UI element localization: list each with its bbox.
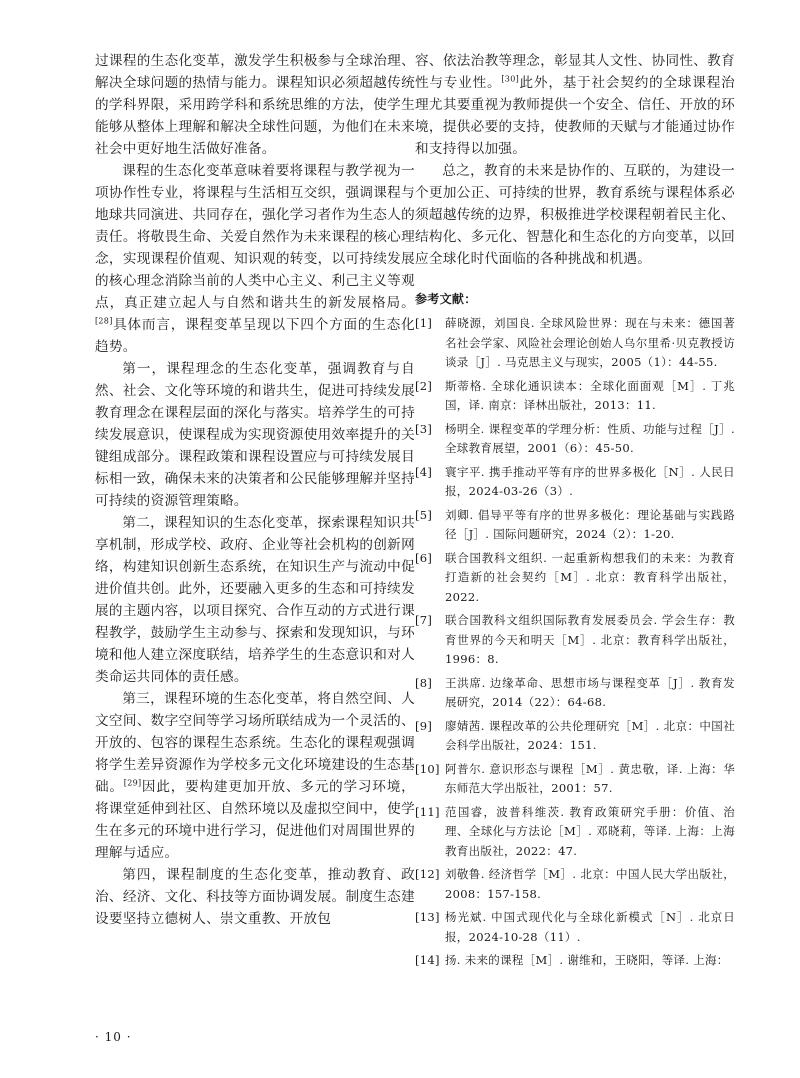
- left-column: [95, 50, 415, 930]
- references-title: 参考文献：: [415, 292, 477, 306]
- right-body: [415, 50, 735, 270]
- reference-text: 王洪席. 边缘革命、思想市场与课程变革［J］. 教育发展研究，2014（22）：64-68.: [445, 675, 735, 709]
- reference-number: [1]: [415, 316, 433, 330]
- reference-text: 阿普尔. 意识形态与课程［M］. 黄忠敬，译. 上海：华东师范大学出版社，2001：57.: [445, 761, 735, 795]
- reference-item: [415, 377, 735, 416]
- reference-item: [415, 760, 735, 799]
- page-number: · 10 ·: [95, 1030, 132, 1044]
- reference-number: [5]: [415, 507, 433, 522]
- reference-number: [11]: [415, 804, 440, 819]
- paragraph-text: 总之，教育的未来是协作的、互联的，为建设一个更加公正、可持续的世界，教育系统与课程体系必须超越传统的边界，积极推进学校课程朝着民主化、结构化、多元化、智慧化和生态化的方向变革，以回应全球化时代面临的各种挑战和机遇。: [415, 163, 735, 267]
- citation-marker: [28]: [95, 316, 113, 326]
- paragraph-text: 此外，基于社会契约的全球课程治理尤其要重视为教师提供一个安全、信任、开放的环境，提供必要的支持，使教师的天赋与才能通过协作和支持得以加强。: [415, 75, 735, 157]
- paragraph-text: 第三，课程环境的生态化变革，将自然空间、人文空间、数字空间等学习场所联结成为一个灵活的、开放的、包容的课程生态系统。生态化的课程观强调将学生差异资源作为学校多元文化环境建设的生态基础。: [95, 691, 415, 795]
- reference-text: 斯蒂格. 全球化通识读本：全球化面面观［M］. 丁兆国，译. 南京：译林出版社，2013：11.: [445, 378, 735, 412]
- body-paragraph: [95, 864, 415, 930]
- reference-item: [415, 506, 735, 545]
- paragraph-text: 因此，要构建更加开放、多元的学习环境，将课堂延伸到社区、自然环境以及虚拟空间中，使学生在多元的环境中进行学习，促进他们对周围世界的理解与适应。: [95, 779, 415, 861]
- paragraph-text: 第四，课程制度的生态化变革，推动教育、政治、经济、文化、科技等方面协调发展。制度生态建设要坚持立德树人、崇文重教、开放包: [95, 867, 415, 927]
- reference-text: 杨明全. 课程变革的学理分析：性质、功能与过程［J］. 全球教育展望，2001（6）：45-50.: [445, 421, 735, 455]
- reference-list: [415, 314, 735, 971]
- paragraph-text: 容、依法治教等理念，彰显其人文性、协同性、教育性与专业性。: [415, 53, 735, 91]
- body-paragraph: [95, 512, 415, 688]
- reference-item: [415, 463, 735, 502]
- reference-item: [415, 717, 735, 756]
- body-paragraph: [415, 160, 735, 270]
- body-paragraph: [95, 50, 415, 160]
- reference-number: [9]: [415, 718, 433, 733]
- paragraph-text: 过课程的生态化变革，激发学生积极参与全球治理、解决全球问题的热情与能力。课程知识必须超越传统的学科界限，采用跨学科和系统思维的方法，使学生能够从整体上理解和解决全球性问题，为他们在未来社会中更好地生活做好准备。: [95, 53, 415, 157]
- reference-number: [2]: [415, 378, 433, 393]
- body-paragraph: [95, 688, 415, 864]
- reference-text: 薛晓源，刘国良. 全球风险世界：现在与未来：德国著名社会学家、风险社会理论创始人乌尔里希·贝克教授访谈录［J］. 马克思主义与现实，2005（1）：44-55.: [445, 316, 735, 369]
- reference-item: [415, 674, 735, 713]
- reference-number: [4]: [415, 464, 433, 479]
- paragraph-text: 课程的生态化变革意味着要将课程与教学视为一项协作性专业，将课程与生活相互交织，强调课程与地球共同演进、共同存在，强化学习者作为生态人的责任。将敬畏生命、关爱自然作为未来课程的核心理念，实现课程价值观、知识观的转变，以可持续发展的核心理念消除当前的人类中心主义、利己主义等观点，真正建立起人与自然和谐共生的新发展格局。: [95, 163, 415, 311]
- reference-text: 刘敬鲁. 经济哲学［M］. 北京：中国人民大学出版社，2008：157-158.: [445, 867, 735, 901]
- body-paragraph: [415, 50, 735, 160]
- body-paragraph: [95, 358, 415, 512]
- reference-item: [415, 420, 735, 459]
- reference-text: 廖婧茜. 课程改革的公共伦理研究［M］. 北京：中国社会科学出版社，2024：151.: [445, 718, 735, 752]
- reference-item: [415, 865, 735, 904]
- reference-text: 寰宇平. 携手推动平等有序的世界多极化［N］. 人民日报，2024-03-26（3）.: [445, 464, 735, 498]
- reference-text: 联合国教科文组织国际教育发展委员会. 学会生存：教育世界的今天和明天［M］. 北京：教育科学出版社，1996：8.: [445, 613, 735, 666]
- reference-number: [13]: [415, 910, 440, 924]
- reference-item: [415, 908, 735, 947]
- citation-marker: [30]: [501, 74, 520, 84]
- reference-number: [14]: [415, 953, 440, 967]
- reference-text: 联合国教科文组织. 一起重新构想我们的未来：为教育打造新的社会契约［M］. 北京：教育科学出版社，2022.: [445, 550, 735, 604]
- reference-number: [8]: [415, 675, 433, 690]
- reference-number: [10]: [415, 761, 440, 776]
- reference-item: [415, 611, 735, 670]
- citation-marker: [29]: [123, 778, 142, 788]
- right-column: [415, 50, 735, 975]
- reference-text: 扬. 未来的课程［M］. 谢维和，王晓阳，等译. 上海：: [445, 953, 729, 967]
- body-paragraph: [95, 160, 415, 358]
- reference-number: [12]: [415, 867, 440, 881]
- reference-number: [3]: [415, 421, 433, 436]
- reference-item: [415, 549, 735, 608]
- reference-item: [415, 803, 735, 862]
- paragraph-text: 具体而言，课程变革呈现以下四个方面的生态化趋势。: [95, 317, 415, 355]
- paragraph-text: 第二，课程知识的生态化变革，探索课程知识共享机制，形成学校、政府、企业等社会机构的创新网络，构建知识创新生态系统，在知识生产与流动中促进价值共创。此外，还要融入更多的生态和可持续发展的主题内容，以项目探究、合作互动的方式进行课程教学，鼓励学生主动参与、探索和发现知识，与环境和他人建立深度联结，培养学生的生态意识和对人类命运共同体的责任感。: [95, 515, 415, 685]
- reference-number: [7]: [415, 613, 433, 627]
- reference-item: [415, 951, 735, 971]
- reference-text: 刘卿. 倡导平等有序的世界多极化：理论基础与实践路径［J］. 国际问题研究，2024（2）：1-20.: [445, 507, 735, 541]
- paragraph-text: 第一，课程理念的生态化变革，强调教育与自然、社会、文化等环境的和谐共生，促进可持续发展教育理念在课程层面的深化与落实。培养学生的可持续发展意识，使课程成为实现资源使用效率提升的关键组成部分。课程政策和课程设置应与可持续发展目标相一致，确保未来的决策者和公民能够理解并坚持可持续的资源管理策略。: [95, 361, 415, 509]
- reference-text: 杨光斌. 中国式现代化与全球化新模式［N］. 北京日报，2024-10-28（11）.: [445, 910, 735, 944]
- reference-number: [6]: [415, 550, 433, 565]
- reference-text: 范国睿，波普科维茨. 教育政策研究手册：价值、治理、全球化与方法论［M］. 邓晓莉，等译. 上海：上海教育出版社，2022：47.: [445, 804, 735, 858]
- reference-item: [415, 314, 735, 373]
